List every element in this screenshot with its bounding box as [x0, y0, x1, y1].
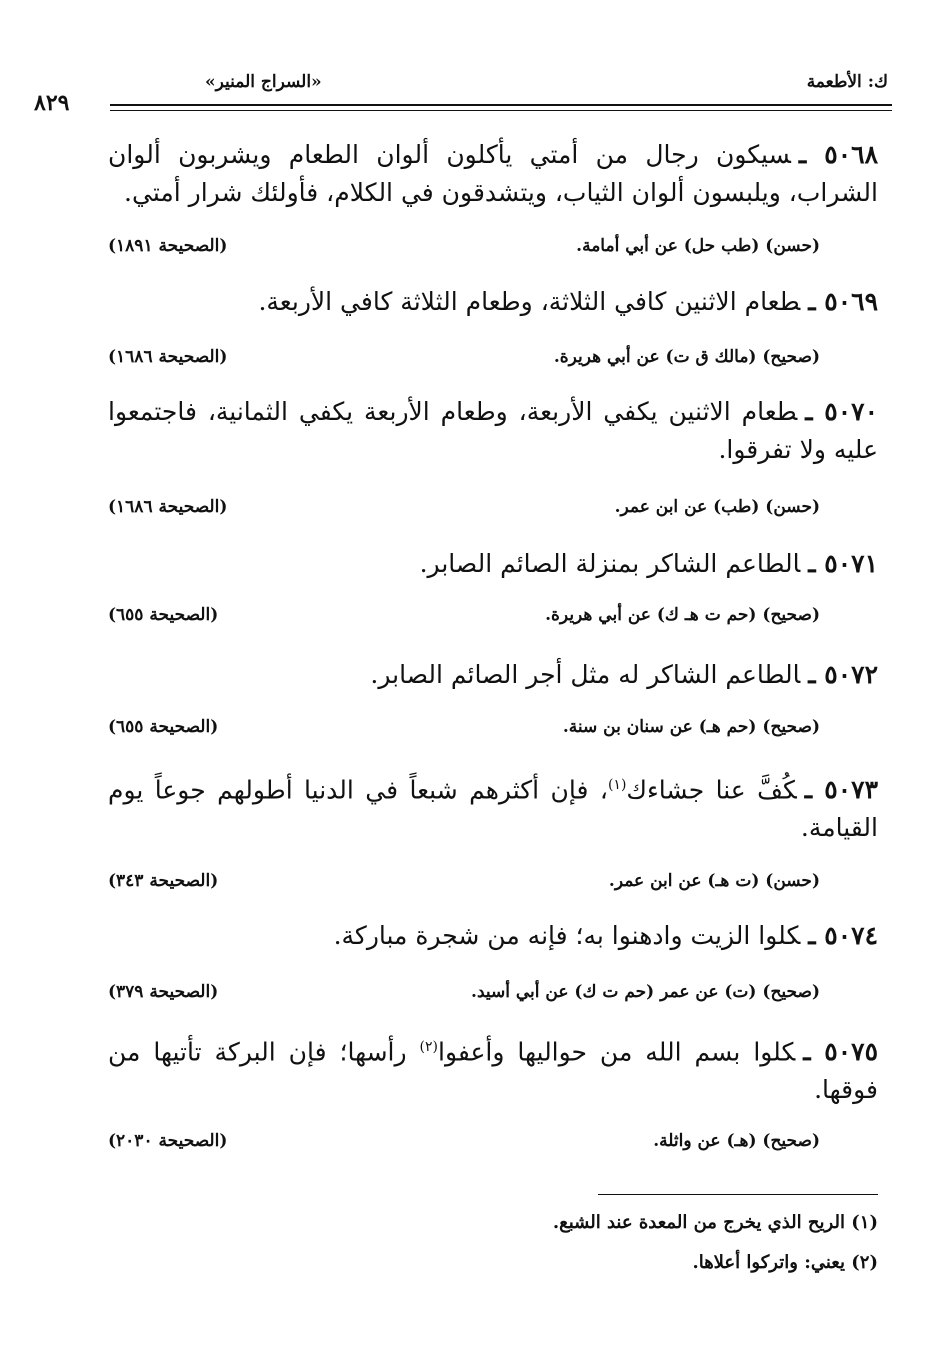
hadith-number: ٥٠٧٤ ـ — [808, 921, 878, 950]
hadith-5070-source-line — [108, 497, 820, 523]
hadith-number: ٥٠٧٥ ـ — [803, 1037, 879, 1067]
header-rule-thin — [110, 110, 892, 111]
hadith-text: طعام الاثنين يكفي الأربعة، وطعام الأربعة يكفي الثمانية، فاجتمعوا عليه ولا تفرقوا. — [108, 397, 878, 464]
hadith-5072 — [108, 656, 878, 694]
hadith-reference: (الصحيحة ٦٥٥) — [108, 717, 219, 737]
hadith-source: (حسن) (ت هـ) عن ابن عمر. — [608, 871, 820, 891]
hadith-reference: (الصحيحة ٢٠٣٠) — [108, 1131, 228, 1151]
hadith-number: ٥٠٦٩ ـ — [808, 287, 878, 316]
hadith-5068-source-line — [108, 236, 820, 262]
hadith-number: ٥٠٧٠ ـ — [805, 397, 878, 426]
hadith-5071 — [108, 545, 878, 583]
hadith-text: الطاعم الشاكر بمنزلة الصائم الصابر. — [419, 549, 801, 578]
hadith-number: ٥٠٧٣ ـ — [804, 775, 878, 805]
hadith-5074 — [108, 917, 878, 955]
chapter-heading: ك: الأطعمة — [806, 72, 888, 92]
hadith-reference: (الصحيحة ١٦٨٦) — [108, 347, 228, 367]
hadith-number: ٥٠٧٢ ـ — [808, 660, 878, 689]
hadith-source: (صحيح) (ت) عن عمر (حم ت ك) عن أبي أسيد. — [471, 982, 820, 1002]
hadith-text: سيكون رجال من أمتي يأكلون ألوان الطعام ويشربون ألوان الشراب، ويلبسون ألوان الثياب، ويتشدقون في الكلام، فأولئك شرار أمتي. — [108, 140, 878, 207]
hadith-5069-source-line — [108, 347, 820, 373]
hadith-source: (صحيح) (حم ت هـ ك) عن أبي هريرة. — [545, 605, 820, 625]
hadith-reference: (الصحيحة ٣٧٩) — [108, 982, 219, 1002]
hadith-source: (صحيح) (حم هـ) عن سنان بن سنة. — [562, 717, 820, 737]
hadith-reference: (الصحيحة ٣٤٣) — [108, 871, 219, 891]
hadith-5072-source-line — [108, 717, 820, 743]
footnote-text: يعني: واتركوا أعلاها. — [692, 1252, 845, 1273]
hadith-5070 — [108, 393, 878, 469]
hadith-source: (صحيح) (مالك ق ت) عن أبي هريرة. — [553, 347, 820, 367]
hadith-text: كُفَّ عنا جشاءك — [626, 775, 797, 805]
hadith-5075 — [108, 1028, 878, 1109]
hadith-reference: (الصحيحة ١٦٨٦) — [108, 497, 228, 517]
hadith-5074-source-line — [108, 982, 820, 1008]
hadith-text: الطاعم الشاكر له مثل أجر الصائم الصابر. — [370, 660, 801, 689]
hadith-5071-source-line — [108, 605, 820, 631]
hadith-text: كلوا بسم الله من حواليها وأعفوا — [438, 1037, 796, 1067]
hadith-source: (صحيح) (هـ) عن واثلة. — [653, 1131, 820, 1151]
hadith-source: (حسن) (طب حل) عن أبي أمامة. — [576, 236, 820, 256]
hadith-source: (حسن) (طب) عن ابن عمر. — [614, 497, 820, 517]
footnote-separator — [598, 1194, 878, 1195]
footnote-2 — [692, 1252, 878, 1273]
footnote-marker: (٢) — [851, 1252, 878, 1273]
footnote-marker: (١) — [607, 777, 627, 793]
hadith-reference: (الصحيحة ٦٥٥) — [108, 605, 219, 625]
footnote-text: الريح الذي يخرج من المعدة عند الشبع. — [552, 1212, 845, 1233]
hadith-5069 — [108, 283, 878, 321]
hadith-5073-source-line — [108, 871, 820, 897]
hadith-5075-source-line — [108, 1131, 820, 1157]
hadith-5073 — [108, 766, 878, 847]
hadith-number: ٥٠٧١ ـ — [808, 549, 878, 578]
hadith-text: طعام الاثنين كافي الثلاثة، وطعام الثلاثة كافي الأربعة. — [258, 287, 801, 316]
hadith-reference: (الصحيحة ١٨٩١) — [108, 236, 228, 256]
footnote-marker: (٢) — [419, 1039, 438, 1055]
hadith-text: ، فإن أكثرهم شبعاً في الدنيا أطولهم جوعاً يوم القيامة. — [108, 775, 878, 843]
footnote-marker: (١) — [851, 1212, 878, 1233]
hadith-number: ٥٠٦٨ ـ — [798, 140, 878, 169]
hadith-text: كلوا الزيت وادهنوا به؛ فإنه من شجرة مباركة. — [333, 921, 801, 950]
book-title: «السراج المنير» — [205, 72, 322, 92]
header-rule-thick — [110, 104, 892, 106]
hadith-text: رأسها؛ فإن البركة تأتيها من فوقها. — [108, 1037, 878, 1105]
page-number: ٨٢٩ — [34, 90, 70, 116]
footnote-1 — [553, 1212, 878, 1233]
hadith-5068 — [108, 136, 878, 212]
